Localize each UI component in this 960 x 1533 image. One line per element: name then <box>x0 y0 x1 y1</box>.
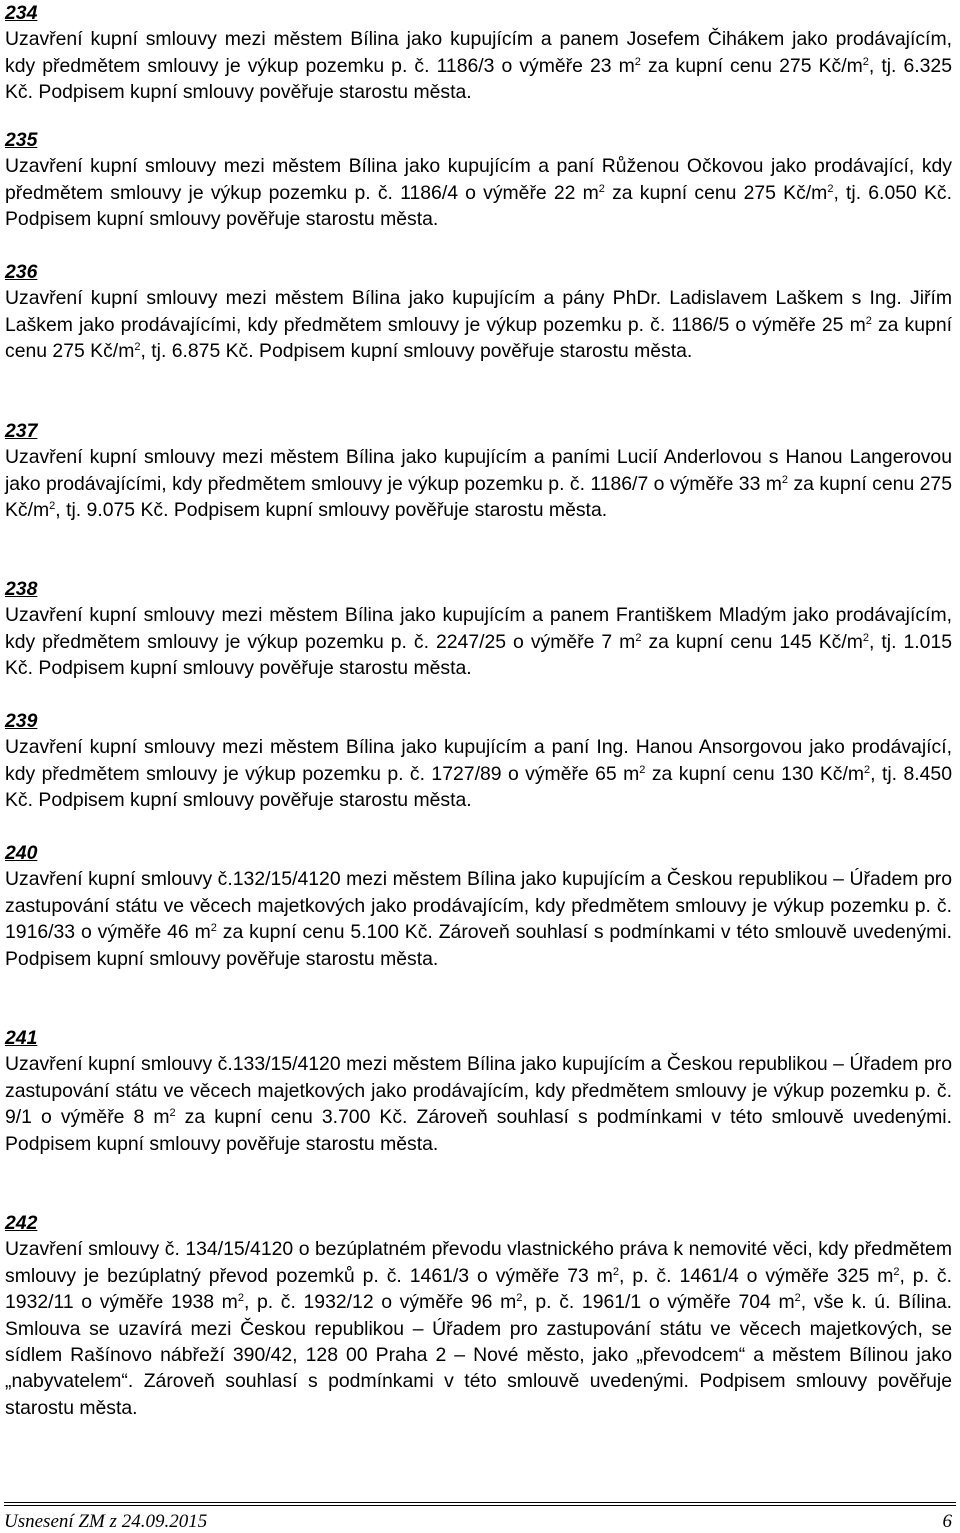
text-segment: za kupní cenu 145 Kč/m <box>641 630 863 653</box>
resolution-number: 238 <box>5 578 38 600</box>
resolution-item <box>5 576 956 682</box>
text-segment: Uzavření kupní smlouvy mezi městem Bílina jako kupujícím a panem Františkem Mladým jako prodávajícím, kdy předmětem smlouvy je výkup pozemku p. č. 2247/25 o výměře 7 m <box>5 604 952 653</box>
footer-title: Usnesení ZM z 24.09.2015 <box>4 1511 208 1532</box>
text-segment: , tj. 8.450 Kč. Podpisem kupní smlouvy pověřuje starostu města. <box>5 762 952 812</box>
text-segment: , tj. 9.075 Kč. Podpisem kupní smlouvy pověřuje starostu města. <box>55 499 608 522</box>
resolution-item <box>5 840 956 972</box>
text-segment: , p. č. 1961/1 o výměře 704 m <box>522 1291 795 1314</box>
resolution-number: 234 <box>5 2 38 24</box>
resolution-item <box>5 1210 956 1421</box>
resolution-item <box>5 708 956 814</box>
superscript-exponent: 2 <box>862 55 869 68</box>
superscript-exponent: 2 <box>237 1292 244 1305</box>
text-segment: Uzavření smlouvy č. 134/15/4120 o bezúplatném převodu vlastnického práva k nemovité věci, kdy předmětem smlouvy je bezúplatný převod pozemků p. č. 1461/3 o výměře 73 m <box>5 1238 952 1287</box>
resolution-text <box>5 444 956 523</box>
resolution-text <box>5 26 956 105</box>
text-segment: Uzavření kupní smlouvy mezi městem Bílina jako kupujícím a paní Ing. Hanou Ansorgovou jako prodávající, kdy předmětem smlouvy je výkup pozemku p. č. 1727/89 o výměře 65 m <box>5 736 952 785</box>
superscript-exponent: 2 <box>612 1265 619 1278</box>
text-segment: , tj. 6.875 Kč. Podpisem kupní smlouvy pověřuje starostu města. <box>140 340 693 363</box>
text-segment: Uzavření kupní smlouvy č.133/15/4120 mezi městem Bílina jako kupujícím a Českou republikou – Úřadem pro zastupování státu ve věcech majetkových jako prodávajícím, kdy předmětem smlouvy je výkup pozemku p. č. 9/1 o výměře 8 m <box>5 1053 952 1129</box>
text-segment: , p. č. 1932/11 o výměře 1938 m <box>5 1264 952 1314</box>
resolution-item <box>5 0 956 106</box>
resolution-number: 239 <box>5 710 38 732</box>
text-segment: za kupní cenu 3.700 Kč. Zároveň souhlasí s podmínkami v této smlouvě uvedenými. Podpisem kupní smlouvy pověřuje starostu města. <box>5 1106 953 1155</box>
superscript-exponent: 2 <box>865 314 872 327</box>
resolution-number: 240 <box>5 842 38 864</box>
superscript-exponent: 2 <box>169 1107 176 1120</box>
resolution-text <box>5 1236 956 1421</box>
resolution-item <box>5 418 956 524</box>
text-segment: za kupní cenu 275 Kč/m <box>5 472 952 522</box>
resolution-item <box>5 259 956 365</box>
text-segment: za kupní cenu 275 Kč/m <box>604 181 828 204</box>
page-footer <box>4 1511 952 1533</box>
text-segment: Uzavření kupní smlouvy mezi městem Bílina jako kupujícím a paními Lucií Anderlovou s Hanou Langerovou jako prodávajícími, kdy předmětem smlouvy je výkup pozemku p. č. 1186/7 o výměře 33 m <box>5 446 952 495</box>
resolution-text <box>5 734 956 813</box>
resolution-number: 235 <box>5 129 38 151</box>
text-segment: za kupní cenu 130 Kč/m <box>645 762 865 785</box>
resolution-text <box>5 285 956 364</box>
text-segment: , tj. 6.325 Kč. Podpisem kupní smlouvy pověřuje starostu města. <box>5 54 953 104</box>
superscript-exponent: 2 <box>516 1292 523 1305</box>
resolution-item <box>5 127 956 233</box>
superscript-exponent: 2 <box>635 631 642 644</box>
text-segment: Uzavření kupní smlouvy č.132/15/4120 mezi městem Bílina jako kupujícím a Českou republikou – Úřadem pro zastupování státu ve věcech majetkových jako prodávajícím, kdy předmětem smlouvy je výkup pozemku p. č. 1916/33 o výměře 46 m <box>5 868 952 944</box>
superscript-exponent: 2 <box>634 55 641 68</box>
text-segment: , tj. 6.050 Kč. Podpisem kupní smlouvy pověřuje starostu města. <box>5 181 952 231</box>
resolution-number: 242 <box>5 1212 38 1234</box>
text-segment: , p. č. 1461/4 o výměře 325 m <box>619 1264 894 1287</box>
superscript-exponent: 2 <box>781 473 789 486</box>
resolution-text <box>5 866 956 972</box>
text-segment: za kupní cenu 275 Kč/m <box>5 313 952 363</box>
text-segment: za kupní cenu 275 Kč/m <box>640 54 863 77</box>
superscript-exponent: 2 <box>598 182 605 195</box>
text-segment: Uzavření kupní smlouvy mezi městem Bílina jako kupujícím a pány PhDr. Ladislavem Laškem s Ing. Jiřím Laškem jako prodávajícími, kdy předmětem smlouvy je výkup pozemku p. č. 1186/5 o výměře 25 m <box>5 287 952 336</box>
text-segment: Uzavření kupní smlouvy mezi městem Bílina jako kupujícím a panem Josefem Čihákem jako prodávajícím, kdy předmětem smlouvy je výkup pozemku p. č. 1186/3 o výměře 23 m <box>5 28 952 77</box>
text-segment: , p. č. 1932/12 o výměře 96 m <box>243 1291 517 1314</box>
text-segment: Uzavření kupní smlouvy mezi městem Bílina jako kupujícím a paní Růženou Očkovou jako prodávající, kdy předmětem smlouvy je výkup pozemku p. č. 1186/4 o výměře 22 m <box>5 155 952 204</box>
resolution-text <box>5 602 956 681</box>
resolution-item <box>5 1025 956 1157</box>
superscript-exponent: 2 <box>134 341 141 354</box>
text-segment: , tj. 1.015 Kč. Podpisem kupní smlouvy pověřuje starostu města. <box>5 630 953 680</box>
text-segment: za kupní cenu 5.100 Kč. Zároveň souhlasí s podmínkami v této smlouvě uvedenými. Podpisem kupní smlouvy pověřuje starostu města. <box>5 921 953 970</box>
superscript-exponent: 2 <box>864 763 871 776</box>
superscript-exponent: 2 <box>893 1265 900 1278</box>
superscript-exponent: 2 <box>827 182 834 195</box>
resolution-number: 241 <box>5 1027 38 1049</box>
footer-divider-secondary <box>4 1505 956 1506</box>
superscript-exponent: 2 <box>862 631 870 644</box>
resolution-number: 237 <box>5 420 38 442</box>
superscript-exponent: 2 <box>49 500 56 513</box>
superscript-exponent: 2 <box>639 763 646 776</box>
page-number: 6 <box>942 1511 952 1532</box>
resolution-text <box>5 153 956 232</box>
resolution-text <box>5 1051 956 1157</box>
footer-divider <box>4 1502 956 1503</box>
resolution-number: 236 <box>5 261 38 283</box>
superscript-exponent: 2 <box>794 1292 801 1305</box>
text-segment: , vše k. ú. Bílina. Smlouva se uzavírá mezi Českou republikou – Úřadem pro zastupování státu ve věcech majetkových, se sídlem Rašínovo nábřeží 390/42, 128 00 Praha 2 – Nové město, jako „převodcem“ a městem Bílinou jako „nabyvatelem“. Zároveň souhlasí s podmínkami v této smlouvě uvedenými. Podpisem smlouvy pověřuje starostu města. <box>5 1291 952 1419</box>
superscript-exponent: 2 <box>210 922 217 935</box>
